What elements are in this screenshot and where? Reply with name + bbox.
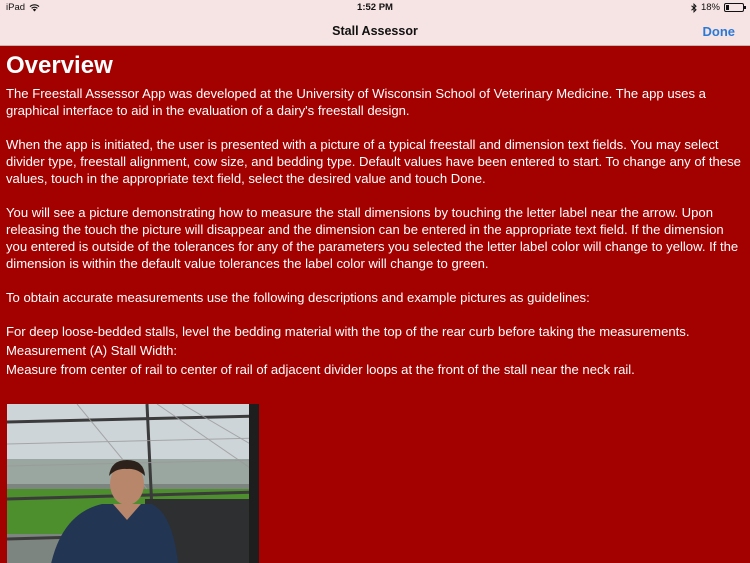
stall-width-photo xyxy=(7,404,259,563)
paragraph-intro: The Freestall Assessor App was developed at the University of Wisconsin School of Veterinary Medicine. The app uses a graphical interface to aid in the evaluation of a dairy's freestall design. xyxy=(6,86,706,118)
battery-percent: 18% xyxy=(700,2,720,13)
bluetooth-icon xyxy=(691,3,697,13)
paragraph-bedding: For deep loose-bedded stalls, level the bedding material with the top of the rear curb before taking the measurements. xyxy=(6,324,690,339)
device-label: iPad xyxy=(6,2,26,13)
status-time: 1:52 PM xyxy=(357,2,393,13)
measurement-title: Measurement (A) Stall Width: xyxy=(6,343,177,358)
done-button[interactable]: Done xyxy=(702,24,735,39)
nav-title: Stall Assessor xyxy=(332,24,418,38)
article-content xyxy=(6,52,744,395)
navigation-bar xyxy=(0,16,750,46)
paragraph-usage: When the app is initiated, the user is presented with a picture of a typical freestall and dimension text fields. You may select divider type, freestall alignment, cow size, and bedding type. Default values have been entered to start. To change any of these values, touch in the appropriate text field, select the desired value and touch Done. xyxy=(6,137,741,186)
status-right xyxy=(691,2,744,13)
battery-icon xyxy=(724,3,744,12)
paragraph-measuring: You will see a picture demonstrating how to measure the stall dimensions by touching the letter label near the arrow. Upon releasing the touch the picture will disappear and the dimension can be entered in the appropriate text field. If the dimension you entered is outside of the tolerances for any of the parameters you selected the letter label color will change to yellow. If the dimension is within the default value tolerances the label color will change to green. xyxy=(6,205,739,271)
page-heading: Overview xyxy=(6,52,113,79)
battery-fill xyxy=(726,5,729,10)
status-bar xyxy=(0,0,750,16)
paragraph-guidelines: To obtain accurate measurements use the following descriptions and example pictures as guidelines: xyxy=(6,290,590,305)
measurement-description: Measure from center of rail to center of rail of adjacent divider loops at the front of the stall near the neck rail. xyxy=(6,362,635,377)
